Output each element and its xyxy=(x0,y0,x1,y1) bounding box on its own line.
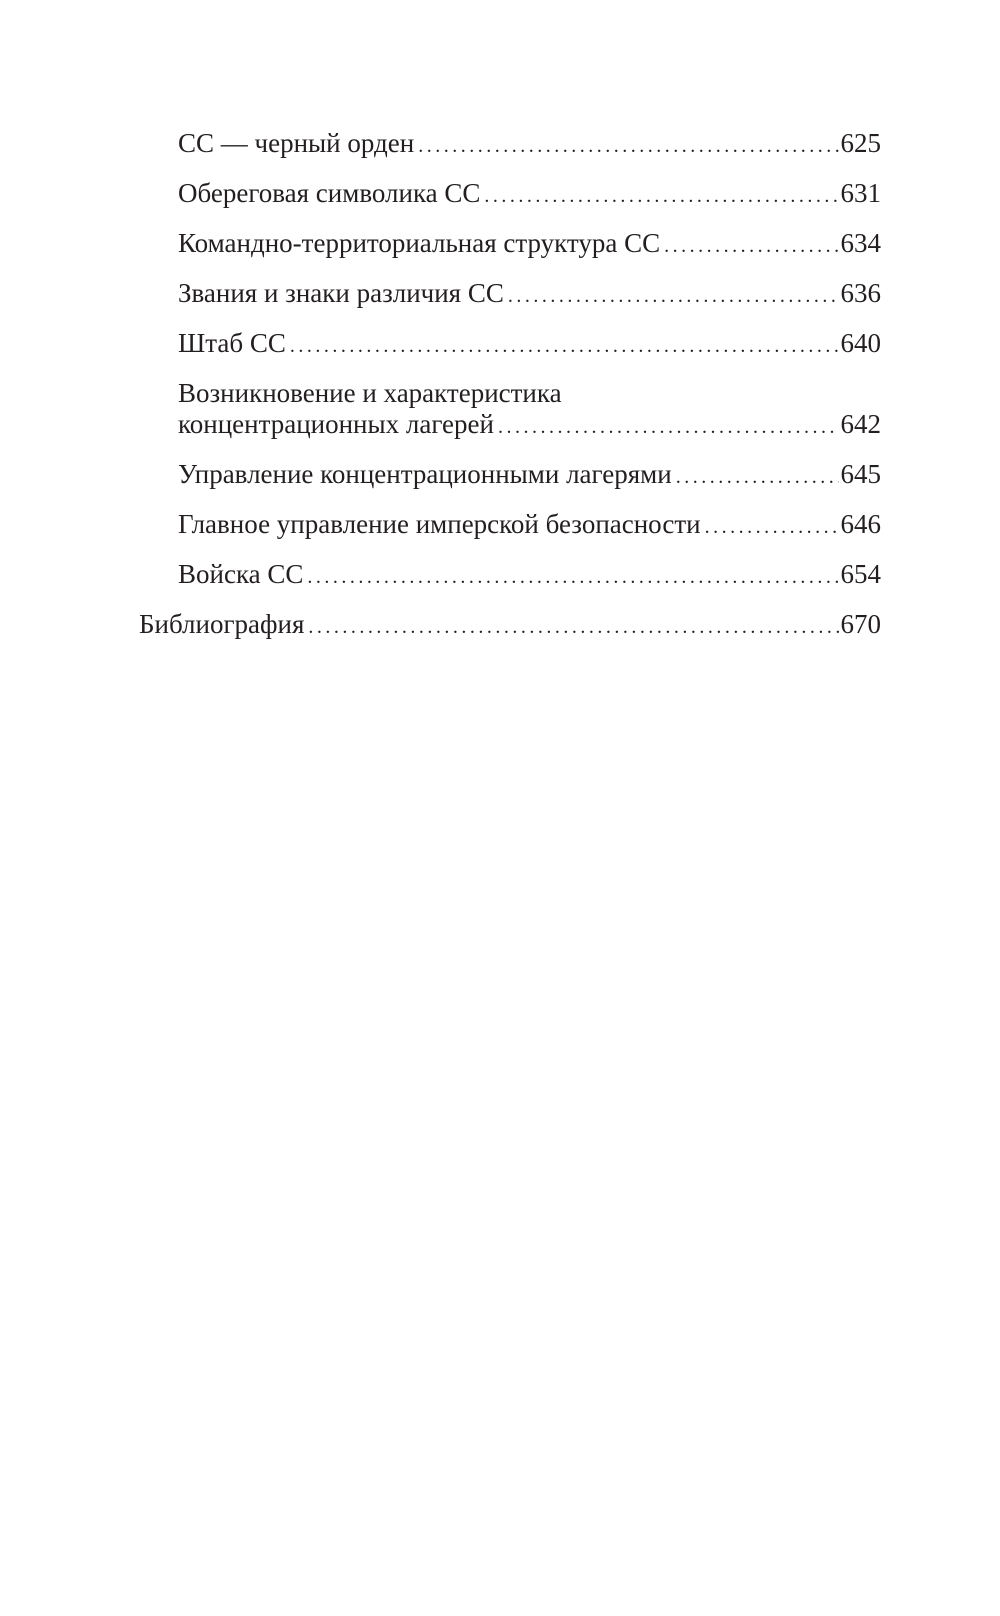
dot-leader xyxy=(307,562,838,593)
toc-entry-title: Штаб СС xyxy=(178,328,286,358)
toc-page-number: 670 xyxy=(840,609,881,639)
dot-leader xyxy=(484,181,838,212)
toc-entry[interactable] xyxy=(178,328,881,362)
toc-entry-title: Управление концентрационными лагерями xyxy=(178,459,672,489)
dot-leader xyxy=(705,512,839,543)
toc-entry-title: СС — черный орден xyxy=(178,128,415,158)
toc-page-number: 642 xyxy=(840,409,881,439)
toc-entry-title: Библиография xyxy=(139,609,305,639)
toc-page-number: 634 xyxy=(840,228,881,258)
dot-leader xyxy=(290,331,839,362)
toc-page-number: 640 xyxy=(840,328,881,358)
toc-entry[interactable] xyxy=(178,559,881,593)
table-of-contents xyxy=(0,128,1000,659)
toc-entry[interactable] xyxy=(178,278,881,312)
toc-entry-title: Звания и знаки различия СС xyxy=(178,278,504,308)
toc-entry-title: Обереговая символика СС xyxy=(178,178,481,208)
toc-entry-title: Командно-территориальная структура СС xyxy=(178,228,661,258)
toc-entry[interactable] xyxy=(178,228,881,262)
toc-page-number: 636 xyxy=(840,278,881,308)
toc-entry-title: Войска СС xyxy=(178,559,304,589)
toc-page-number: 625 xyxy=(840,128,881,158)
toc-entry[interactable] xyxy=(139,609,881,643)
toc-entry[interactable] xyxy=(178,128,881,162)
dot-leader xyxy=(498,412,839,443)
toc-entry[interactable] xyxy=(178,459,881,493)
dot-leader xyxy=(418,131,838,162)
toc-entry-title-line-1: Возникновение и характеристика xyxy=(178,378,562,408)
toc-page-number: 631 xyxy=(840,178,881,208)
dot-leader xyxy=(664,231,838,262)
toc-page-number: 645 xyxy=(840,459,881,489)
toc-entry-title: Главное управление имперской безопасности xyxy=(178,509,701,539)
toc-entry[interactable] xyxy=(178,509,881,543)
dot-leader xyxy=(676,462,839,493)
toc-page-number: 654 xyxy=(840,559,881,589)
dot-leader xyxy=(308,612,838,643)
toc-page-number: 646 xyxy=(840,509,881,539)
toc-entry[interactable] xyxy=(178,178,881,212)
toc-entry-title-line-2: концентрационных лагерей xyxy=(178,409,494,439)
dot-leader xyxy=(508,281,839,312)
toc-entry[interactable] xyxy=(178,378,881,443)
